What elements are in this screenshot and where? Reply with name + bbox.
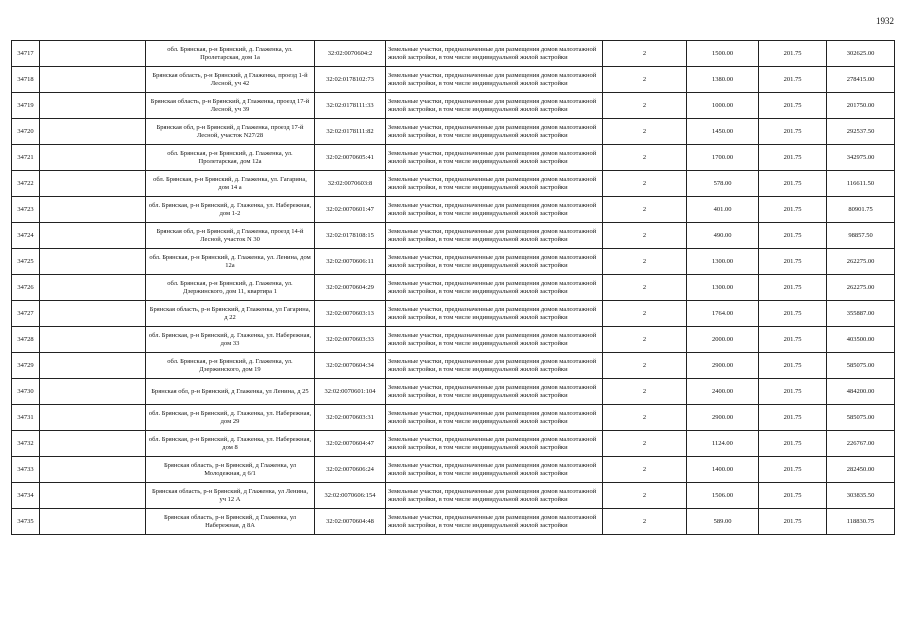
category-cell: 2 xyxy=(603,431,687,457)
rate-cell: 201.75 xyxy=(759,67,827,93)
cadastral-number-cell: 32:02:0070603:33 xyxy=(315,327,386,353)
cadastral-number-cell: 32:02:0070604:34 xyxy=(315,353,386,379)
empty-cell xyxy=(40,457,146,483)
land-use-cell: Земельные участки, предназначенные для размещения домов малоэтажной жилой застройки, в том числе индивидуальной жилой застройки xyxy=(386,379,603,405)
cadastral-value-cell: 80901.75 xyxy=(827,197,895,223)
cadastral-number-cell: 32:02:0070603:8 xyxy=(315,171,386,197)
cadastral-value-cell: 226767.00 xyxy=(827,431,895,457)
empty-cell xyxy=(40,301,146,327)
table-row xyxy=(12,223,895,249)
table-row xyxy=(12,119,895,145)
cadastral-number-cell: 32:02:0070606:11 xyxy=(315,249,386,275)
rate-cell: 201.75 xyxy=(759,197,827,223)
table-row xyxy=(12,41,895,67)
category-cell: 2 xyxy=(603,379,687,405)
area-cell: 1380.00 xyxy=(687,67,759,93)
category-cell: 2 xyxy=(603,327,687,353)
address-cell: обл. Брянская, р-н Брянский, д. Глаженка, ул. Дзержинского, дом 19 xyxy=(146,353,315,379)
rate-cell: 201.75 xyxy=(759,119,827,145)
address-cell: обл. Брянская, р-н Брянский, д. Глаженка, ул. Пролетарская, дом 1а xyxy=(146,41,315,67)
rate-cell: 201.75 xyxy=(759,171,827,197)
empty-cell xyxy=(40,431,146,457)
rate-cell: 201.75 xyxy=(759,249,827,275)
address-cell: Брянская обл, р-н Брянский, д Глаженка, проезд 14-й Лесной, участок N 30 xyxy=(146,223,315,249)
rate-cell: 201.75 xyxy=(759,405,827,431)
category-cell: 2 xyxy=(603,353,687,379)
empty-cell xyxy=(40,41,146,67)
cadastral-number-cell: 32:02:0070603:13 xyxy=(315,301,386,327)
category-cell: 2 xyxy=(603,171,687,197)
row-id-cell: 34719 xyxy=(12,93,40,119)
area-cell: 2400.00 xyxy=(687,379,759,405)
cadastral-number-cell: 32:02:0178111:33 xyxy=(315,93,386,119)
land-use-cell: Земельные участки, предназначенные для размещения домов малоэтажной жилой застройки, в том числе индивидуальной жилой застройки xyxy=(386,171,603,197)
cadastral-value-cell: 262275.00 xyxy=(827,249,895,275)
address-cell: обл. Брянская, р-н Брянский, д. Глаженка, ул. Гагарина, дом 14 а xyxy=(146,171,315,197)
address-cell: обл. Брянская, р-н Брянский, д. Глаженка, ул. Набережная, дом 29 xyxy=(146,405,315,431)
row-id-cell: 34732 xyxy=(12,431,40,457)
row-id-cell: 34720 xyxy=(12,119,40,145)
cadastral-value-cell: 355887.00 xyxy=(827,301,895,327)
table-row xyxy=(12,171,895,197)
land-use-cell: Земельные участки, предназначенные для размещения домов малоэтажной жилой застройки, в том числе индивидуальной жилой застройки xyxy=(386,249,603,275)
land-use-cell: Земельные участки, предназначенные для размещения домов малоэтажной жилой застройки, в том числе индивидуальной жилой застройки xyxy=(386,509,603,535)
table-row xyxy=(12,197,895,223)
row-id-cell: 34733 xyxy=(12,457,40,483)
row-id-cell: 34731 xyxy=(12,405,40,431)
empty-cell xyxy=(40,145,146,171)
category-cell: 2 xyxy=(603,223,687,249)
category-cell: 2 xyxy=(603,457,687,483)
land-use-cell: Земельные участки, предназначенные для размещения домов малоэтажной жилой застройки, в том числе индивидуальной жилой застройки xyxy=(386,327,603,353)
cadastral-value-cell: 302625.00 xyxy=(827,41,895,67)
row-id-cell: 34723 xyxy=(12,197,40,223)
cadastral-value-cell: 303835.50 xyxy=(827,483,895,509)
rate-cell: 201.75 xyxy=(759,93,827,119)
table-row xyxy=(12,405,895,431)
address-cell: Брянская область, р-н Брянский, д Глаженка, проезд 17-й Лесной, уч 39 xyxy=(146,93,315,119)
cadastral-number-cell: 32:02:0070603:31 xyxy=(315,405,386,431)
empty-cell xyxy=(40,327,146,353)
rate-cell: 201.75 xyxy=(759,301,827,327)
land-use-cell: Земельные участки, предназначенные для размещения домов малоэтажной жилой застройки, в том числе индивидуальной жилой застройки xyxy=(386,223,603,249)
row-id-cell: 34730 xyxy=(12,379,40,405)
area-cell: 1000.00 xyxy=(687,93,759,119)
table-row xyxy=(12,249,895,275)
area-cell: 1300.00 xyxy=(687,275,759,301)
area-cell: 2900.00 xyxy=(687,405,759,431)
category-cell: 2 xyxy=(603,93,687,119)
cadastral-number-cell: 32:02:0178102:73 xyxy=(315,67,386,93)
cadastral-value-cell: 342975.00 xyxy=(827,145,895,171)
page-number: 1932 xyxy=(876,16,894,26)
table-row xyxy=(12,483,895,509)
cadastral-number-cell: 32:02:0070601:104 xyxy=(315,379,386,405)
rate-cell: 201.75 xyxy=(759,41,827,67)
cadastral-number-cell: 32:02:0070606:24 xyxy=(315,457,386,483)
cadastral-value-cell: 282450.00 xyxy=(827,457,895,483)
empty-cell xyxy=(40,171,146,197)
row-id-cell: 34729 xyxy=(12,353,40,379)
land-use-cell: Земельные участки, предназначенные для размещения домов малоэтажной жилой застройки, в том числе индивидуальной жилой застройки xyxy=(386,119,603,145)
area-cell: 1764.00 xyxy=(687,301,759,327)
rate-cell: 201.75 xyxy=(759,145,827,171)
rate-cell: 201.75 xyxy=(759,223,827,249)
table-row xyxy=(12,457,895,483)
land-use-cell: Земельные участки, предназначенные для размещения домов малоэтажной жилой застройки, в том числе индивидуальной жилой застройки xyxy=(386,145,603,171)
area-cell: 401.00 xyxy=(687,197,759,223)
cadastral-value-cell: 585075.00 xyxy=(827,353,895,379)
cadastral-number-cell: 32:02:0070604:48 xyxy=(315,509,386,535)
land-use-cell: Земельные участки, предназначенные для размещения домов малоэтажной жилой застройки, в том числе индивидуальной жилой застройки xyxy=(386,353,603,379)
category-cell: 2 xyxy=(603,145,687,171)
registry-table xyxy=(11,40,895,535)
rate-cell: 201.75 xyxy=(759,509,827,535)
cadastral-number-cell: 32:02:0070604:47 xyxy=(315,431,386,457)
area-cell: 2000.00 xyxy=(687,327,759,353)
land-use-cell: Земельные участки, предназначенные для размещения домов малоэтажной жилой застройки, в том числе индивидуальной жилой застройки xyxy=(386,67,603,93)
area-cell: 1450.00 xyxy=(687,119,759,145)
address-cell: Брянская область, р-н Брянский, д Глаженка, ул Гагарина, д 22 xyxy=(146,301,315,327)
land-use-cell: Земельные участки, предназначенные для размещения домов малоэтажной жилой застройки, в том числе индивидуальной жилой застройки xyxy=(386,301,603,327)
table-row xyxy=(12,93,895,119)
empty-cell xyxy=(40,509,146,535)
category-cell: 2 xyxy=(603,275,687,301)
area-cell: 1700.00 xyxy=(687,145,759,171)
area-cell: 578.00 xyxy=(687,171,759,197)
cadastral-value-cell: 262275.00 xyxy=(827,275,895,301)
cadastral-number-cell: 32:02:0178111:82 xyxy=(315,119,386,145)
cadastral-value-cell: 278415.00 xyxy=(827,67,895,93)
address-cell: обл. Брянская, р-н Брянский, д. Глаженка, ул. Набережная, дом 33 xyxy=(146,327,315,353)
address-cell: Брянская обл, р-н Брянский, д Глаженка, проезд 17-й Лесной, участок N27/28 xyxy=(146,119,315,145)
cadastral-number-cell: 32:02:0070601:47 xyxy=(315,197,386,223)
land-use-cell: Земельные участки, предназначенные для размещения домов малоэтажной жилой застройки, в том числе индивидуальной жилой застройки xyxy=(386,431,603,457)
land-use-cell: Земельные участки, предназначенные для размещения домов малоэтажной жилой застройки, в том числе индивидуальной жилой застройки xyxy=(386,93,603,119)
row-id-cell: 34735 xyxy=(12,509,40,535)
category-cell: 2 xyxy=(603,249,687,275)
land-use-cell: Земельные участки, предназначенные для размещения домов малоэтажной жилой застройки, в том числе индивидуальной жилой застройки xyxy=(386,457,603,483)
category-cell: 2 xyxy=(603,197,687,223)
empty-cell xyxy=(40,275,146,301)
area-cell: 490.00 xyxy=(687,223,759,249)
address-cell: Брянская область, р-н Брянский, д Глаженка, проезд 1-й Лесной, уч 42 xyxy=(146,67,315,93)
row-id-cell: 34721 xyxy=(12,145,40,171)
cadastral-number-cell: 32:02:0070605:41 xyxy=(315,145,386,171)
empty-cell xyxy=(40,119,146,145)
table-row xyxy=(12,301,895,327)
rate-cell: 201.75 xyxy=(759,457,827,483)
rate-cell: 201.75 xyxy=(759,379,827,405)
land-use-cell: Земельные участки, предназначенные для размещения домов малоэтажной жилой застройки, в том числе индивидуальной жилой застройки xyxy=(386,197,603,223)
land-use-cell: Земельные участки, предназначенные для размещения домов малоэтажной жилой застройки, в том числе индивидуальной жилой застройки xyxy=(386,405,603,431)
row-id-cell: 34718 xyxy=(12,67,40,93)
address-cell: Брянская обл, р-н Брянский, д Глаженка, ул Ленина, д 25 xyxy=(146,379,315,405)
table-row xyxy=(12,353,895,379)
row-id-cell: 34724 xyxy=(12,223,40,249)
land-use-cell: Земельные участки, предназначенные для размещения домов малоэтажной жилой застройки, в том числе индивидуальной жилой застройки xyxy=(386,41,603,67)
land-use-cell: Земельные участки, предназначенные для размещения домов малоэтажной жилой застройки, в том числе индивидуальной жилой застройки xyxy=(386,483,603,509)
cadastral-number-cell: 32:02:0178108:15 xyxy=(315,223,386,249)
area-cell: 1500.00 xyxy=(687,41,759,67)
category-cell: 2 xyxy=(603,301,687,327)
address-cell: Брянская область, р-н Брянский, д Глаженка, ул Молодежная, д 6/1 xyxy=(146,457,315,483)
table-row xyxy=(12,327,895,353)
cadastral-value-cell: 484200.00 xyxy=(827,379,895,405)
table-row xyxy=(12,145,895,171)
empty-cell xyxy=(40,67,146,93)
address-cell: обл. Брянская, р-н Брянский, д. Глаженка, ул. Ленина, дом 12а xyxy=(146,249,315,275)
empty-cell xyxy=(40,483,146,509)
area-cell: 589.00 xyxy=(687,509,759,535)
rate-cell: 201.75 xyxy=(759,275,827,301)
area-cell: 1506.00 xyxy=(687,483,759,509)
address-cell: Брянская область, р-н Брянский, д Глаженка, ул Набережная, д 8А xyxy=(146,509,315,535)
empty-cell xyxy=(40,93,146,119)
cadastral-number-cell: 32:02:0070604:29 xyxy=(315,275,386,301)
category-cell: 2 xyxy=(603,405,687,431)
cadastral-value-cell: 585075.00 xyxy=(827,405,895,431)
table-row xyxy=(12,67,895,93)
empty-cell xyxy=(40,249,146,275)
row-id-cell: 34722 xyxy=(12,171,40,197)
empty-cell xyxy=(40,223,146,249)
category-cell: 2 xyxy=(603,509,687,535)
empty-cell xyxy=(40,353,146,379)
category-cell: 2 xyxy=(603,41,687,67)
address-cell: обл. Брянская, р-н Брянский, д. Глаженка, ул. Пролетарская, дом 12а xyxy=(146,145,315,171)
empty-cell xyxy=(40,197,146,223)
cadastral-number-cell: 32:02:0070604:2 xyxy=(315,41,386,67)
row-id-cell: 34734 xyxy=(12,483,40,509)
cadastral-value-cell: 201750.00 xyxy=(827,93,895,119)
area-cell: 2900.00 xyxy=(687,353,759,379)
rate-cell: 201.75 xyxy=(759,431,827,457)
cadastral-value-cell: 98857.50 xyxy=(827,223,895,249)
table-row xyxy=(12,275,895,301)
area-cell: 1400.00 xyxy=(687,457,759,483)
table-body xyxy=(12,41,895,535)
table-row xyxy=(12,431,895,457)
category-cell: 2 xyxy=(603,119,687,145)
address-cell: Брянская область, р-н Брянский, д Глаженка, ул Ленина, уч 12 А xyxy=(146,483,315,509)
rate-cell: 201.75 xyxy=(759,483,827,509)
row-id-cell: 34726 xyxy=(12,275,40,301)
address-cell: обл. Брянская, р-н Брянский, д. Глаженка, ул. Набережная, дом 8 xyxy=(146,431,315,457)
rate-cell: 201.75 xyxy=(759,353,827,379)
rate-cell: 201.75 xyxy=(759,327,827,353)
category-cell: 2 xyxy=(603,67,687,93)
table-row xyxy=(12,379,895,405)
cadastral-value-cell: 403500.00 xyxy=(827,327,895,353)
table-row xyxy=(12,509,895,535)
cadastral-value-cell: 116611.50 xyxy=(827,171,895,197)
area-cell: 1300.00 xyxy=(687,249,759,275)
cadastral-value-cell: 292537.50 xyxy=(827,119,895,145)
address-cell: обл. Брянская, р-н Брянский, д. Глаженка, ул. Дзержинского, дом 11, квартира 1 xyxy=(146,275,315,301)
row-id-cell: 34727 xyxy=(12,301,40,327)
area-cell: 1124.00 xyxy=(687,431,759,457)
category-cell: 2 xyxy=(603,483,687,509)
empty-cell xyxy=(40,405,146,431)
address-cell: обл. Брянская, р-н Брянский, д. Глаженка, ул. Набережная, дом 1-2 xyxy=(146,197,315,223)
cadastral-value-cell: 118830.75 xyxy=(827,509,895,535)
row-id-cell: 34728 xyxy=(12,327,40,353)
empty-cell xyxy=(40,379,146,405)
row-id-cell: 34725 xyxy=(12,249,40,275)
land-use-cell: Земельные участки, предназначенные для размещения домов малоэтажной жилой застройки, в том числе индивидуальной жилой застройки xyxy=(386,275,603,301)
cadastral-number-cell: 32:02:0070606:154 xyxy=(315,483,386,509)
row-id-cell: 34717 xyxy=(12,41,40,67)
